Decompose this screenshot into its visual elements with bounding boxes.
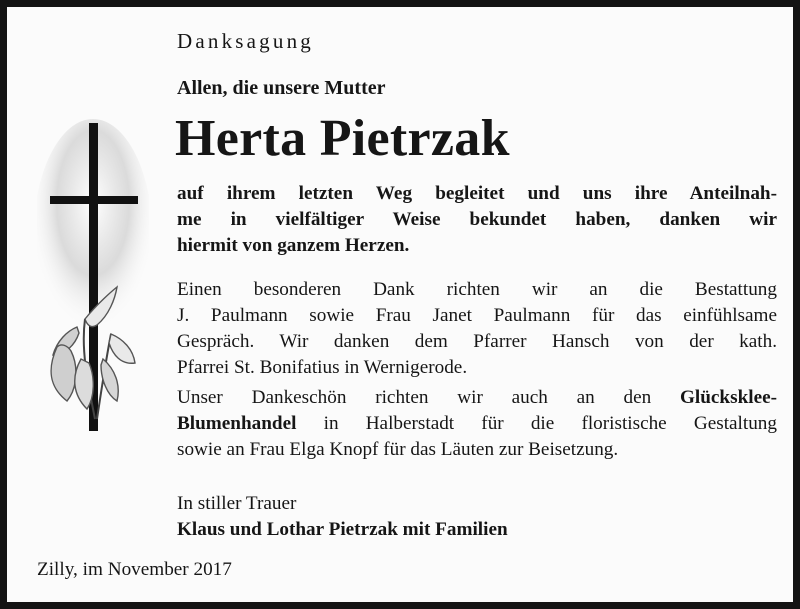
signers: Klaus und Lothar Pietrzak mit Familien bbox=[177, 519, 508, 540]
text-fragment: Unser Dankeschön richten wir auch an den bbox=[177, 387, 652, 408]
memorial-graphic bbox=[37, 119, 149, 439]
text-line bbox=[177, 385, 777, 411]
text-line bbox=[177, 411, 777, 437]
text-line: sowie an Frau Elga Knopf für das Läuten zur Beisetzung. bbox=[177, 439, 619, 460]
text-line: Pfarrei St. Bonifatius in Wernigerode. bbox=[177, 357, 468, 378]
closing-phrase: In stiller Trauer bbox=[177, 493, 297, 514]
text-line: Einen besonderen Dank richten wir an die Bestattung bbox=[177, 279, 777, 300]
thanks-paragraph-2 bbox=[177, 277, 777, 381]
notice-intro: Allen, die unsere Mutter bbox=[177, 77, 386, 99]
thanks-paragraph-3 bbox=[177, 385, 777, 463]
text-line: Gespräch. Wir danken dem Pfarrer Hansch von der kath. bbox=[177, 331, 777, 352]
florist-name-part1: Glücksklee- bbox=[679, 387, 777, 408]
text-line: hiermit von ganzem Herzen. bbox=[177, 235, 410, 256]
text-line: auf ihrem letzten Weg begleitet und uns ihre Anteilnah- bbox=[177, 183, 777, 204]
text-fragment: in Halberstadt für die floristische Gestaltung bbox=[323, 413, 777, 434]
place-date: Zilly, im November 2017 bbox=[37, 559, 232, 580]
florist-name-part2: Blumenhandel bbox=[177, 413, 297, 434]
text-line: J. Paulmann sowie Frau Janet Paulmann für das einfühlsame bbox=[177, 305, 777, 326]
text-line: me in vielfältiger Weise bekundet haben, danken wir bbox=[177, 209, 777, 230]
deceased-name: Herta Pietrzak bbox=[175, 110, 510, 167]
thanks-paragraph-1 bbox=[177, 181, 777, 259]
notice-heading: Danksagung bbox=[177, 29, 314, 53]
